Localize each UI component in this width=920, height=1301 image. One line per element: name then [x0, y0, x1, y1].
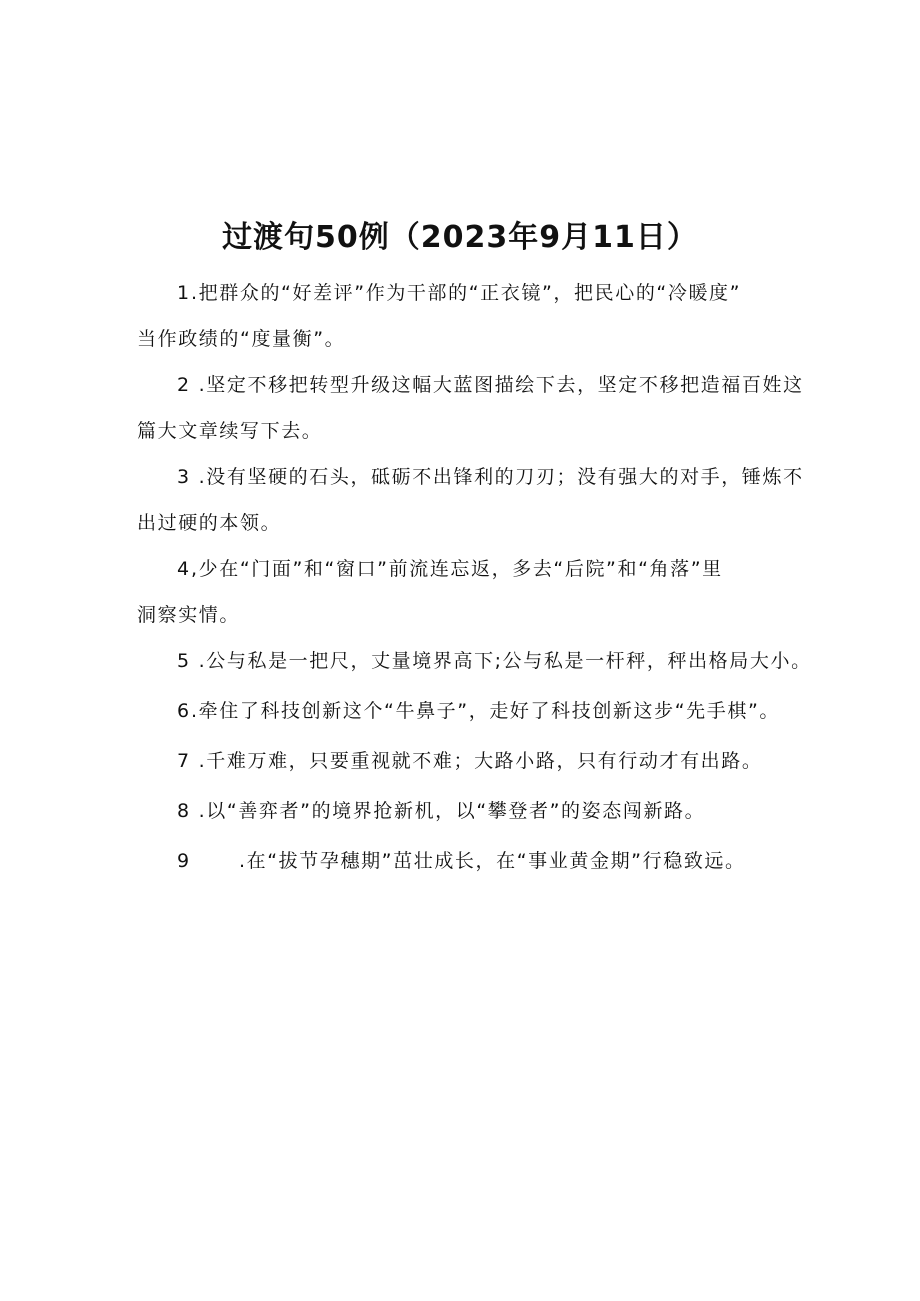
item-text: .公与私是一把尺，丈量境界高下;公与私是一杆秤，秤出格局大小。: [191, 650, 812, 672]
item-first-line: [137, 546, 807, 592]
list-item: [137, 788, 807, 834]
item-continuation: 篇大文章续写下去。: [137, 420, 323, 442]
list-item: [137, 362, 807, 454]
item-continuation: 出过硬的本领。: [137, 512, 282, 534]
item-number: 2: [177, 374, 191, 396]
item-text: .把群众的“好差评”作为干部的“正衣镜”，把民心的“冷暖度”: [191, 282, 742, 304]
item-first-line: [137, 788, 807, 834]
item-first-line: [137, 838, 807, 884]
item-first-line: [137, 688, 807, 734]
item-first-line: [137, 638, 812, 684]
item-continuation: 洞察实情。: [137, 604, 241, 626]
item-number: 7: [177, 750, 191, 772]
item-number: 9: [177, 850, 191, 872]
item-first-line: [137, 454, 807, 500]
item-text: ,少在“门面”和“窗口”前流连忘返，多去“后院”和“角落”里: [191, 558, 723, 580]
list-item: [137, 838, 807, 884]
item-first-line: [137, 270, 807, 316]
document-title: 过渡句50例（2023年9月11日）: [222, 220, 698, 255]
item-text: .没有坚硬的石头，砥砺不出锋利的刀刃；没有强大的对手，锤炼不: [191, 466, 804, 488]
item-first-line: [137, 362, 807, 408]
list-item: [137, 738, 807, 784]
item-text: .以“善弈者”的境界抢新机，以“攀登者”的姿态闯新路。: [191, 800, 706, 822]
item-number: 3: [177, 466, 191, 488]
item-continuation: 当作政绩的“度量衡”。: [137, 328, 346, 350]
item-first-line: [137, 738, 807, 784]
list-item: [137, 270, 807, 362]
item-text: .坚定不移把转型升级这幅大蓝图描绘下去，坚定不移把造福百姓这: [191, 374, 804, 396]
item-number: 5: [177, 650, 191, 672]
item-text: .在“拔节孕穗期”茁壮成长，在“事业黄金期”行稳致远。: [239, 850, 746, 872]
list-item: [137, 454, 807, 546]
item-text: .千难万难，只要重视就不难；大路小路，只有行动才有出路。: [191, 750, 763, 772]
list-item: [137, 638, 812, 684]
item-number: 8: [177, 800, 191, 822]
item-number: 1: [177, 282, 191, 304]
item-text: .牵住了科技创新这个“牛鼻子”，走好了科技创新这步“先手棋”。: [191, 700, 781, 722]
item-number: 4: [177, 558, 191, 580]
list-item: [137, 546, 807, 638]
item-number: 6: [177, 700, 191, 722]
list-item: [137, 688, 807, 734]
